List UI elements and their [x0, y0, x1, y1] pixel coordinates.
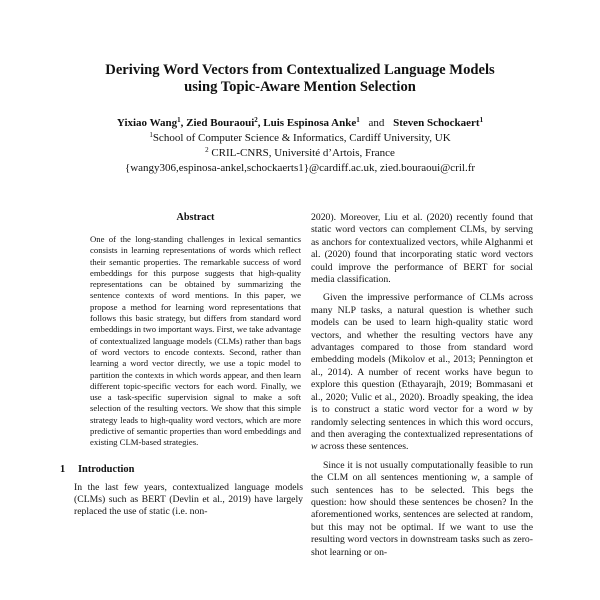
author-name: Yixiao Wang: [116, 117, 178, 129]
author-name: Luis Espinosa Anke: [263, 117, 357, 129]
paper-title: [0, 62, 600, 96]
author-emails: {wangy306,espinosa-ankel,schockaerts1}@cardiff.ac.uk, zied.bouraoui@cril.fr: [124, 162, 476, 174]
affiliation-mark: 2: [205, 146, 209, 154]
affiliation-text: CRIL-CNRS, Université d’Artois, France: [211, 147, 395, 159]
author-name: Zied Bouraoui: [186, 117, 255, 129]
affiliation-2: [0, 146, 600, 161]
body-paragraph: [311, 292, 533, 453]
left-column: [60, 211, 303, 519]
abstract-section: [88, 211, 303, 449]
author-block: [0, 116, 600, 176]
introduction-section: [60, 463, 303, 519]
paragraph-text: , a sample of such sentences has to be selected. This begs the question: how should these sentences be chosen? In the aforementioned works, sentences are selected at random, but this may not be optimal. If we want to use the resulting word vectors in downstream tasks such as zero-shot learning or on-: [311, 472, 533, 558]
title-line-1: Deriving Word Vectors from Contextualized Language Models: [105, 62, 495, 78]
author-affil-mark: 1: [356, 116, 360, 124]
math-variable: w: [512, 404, 519, 416]
affiliation-text: School of Computer Science & Informatics, Cardiff University, UK: [152, 132, 451, 144]
author-names: Yixiao Wang$^1$, Zied Bouraoui$^2$, Luis Espinosa Anke$^1$ and Steven Schockaert$^1$: [116, 116, 484, 129]
affiliation-mark: 1: [149, 131, 153, 139]
abstract-text: One of the long-standing challenges in lexical semantics consists in learning representations of words which reflect their semantic properties. The remarkable success of word embeddings for this purpose suggests that high-quality representations can be obtained by summarizing the sentence contexts of word mentions. In this paper, we propose a method for learning word representations that follows this basic strategy, but differs from standard word embeddings in two important ways. First, we take advantage of contextualized language models (CLMs) rather than bags of word vectors to encode contexts. Second, rather than learning a word vector directly, we use a topic model to partition the contexts in which words appear, and then learn different topic-specific vectors for each word. Finally, we use a task-specific supervision signal to make a soft selection of the resulting vectors. We show that this simple strategy leads to high-quality word vectors, which are more predictive of semantic properties than word embeddings and existing CLM-based strategies.: [90, 234, 301, 448]
paragraph-text: by randomly selecting sentences in which this word occurs, and then averaging the contextualized representations of: [311, 404, 534, 440]
author-affil-mark: 1: [479, 116, 484, 124]
section-heading: [60, 463, 303, 476]
paragraph-text: Since it is not usually computationally feasible to run the CLM on all sentences mentioning: [311, 459, 533, 484]
paragraph-text: across these sentences.: [317, 441, 409, 453]
paragraph-text: Given the impressive performance of CLMs across many NLP tasks, a natural question is whether such models can be used to learn high-quality static word vectors, and whether the resulting vectors have any advantages compared to those from standard word embedding models (Mikolov et al., 2013; Pennington et al., 2014). A number of recent works have begun to explore this question (Ethayarajh, 2019; Bommasani et al., 2020; Vulic et al., 2020). Broadly speaking, the idea is to construct a static word vector for a word: [311, 292, 533, 416]
section-heading-text: Introduction: [78, 463, 135, 475]
title-line-2: using Topic-Aware Mention Selection: [184, 79, 416, 95]
abstract-heading: Abstract: [176, 212, 215, 223]
affiliation-1: [0, 131, 600, 146]
body-paragraph: In the last few years, contextualized language models (CLMs) such as BERT (Devlin et al., 2019) have largely replaced the use of static (i.e. non-: [74, 481, 303, 518]
math-variable: w: [311, 441, 318, 453]
body-paragraph: 2020). Moreover, Liu et al. (2020) recently found that static word vectors can complement CLMs, by serving as anchors for contextualized vectors, while Alghanmi et al. (2020) found that incorporating static word vectors could improve the performance of BERT for social media classification.: [311, 212, 533, 286]
author-affil-mark: 1: [177, 116, 181, 124]
author-affil-mark: 2: [254, 116, 258, 124]
body-paragraph: [311, 460, 533, 559]
math-variable: w: [471, 472, 478, 484]
author-conjunction: and: [368, 117, 385, 129]
author-name: Steven Schockaert: [393, 117, 480, 129]
right-column: [311, 212, 533, 559]
section-number: 1: [60, 463, 66, 475]
